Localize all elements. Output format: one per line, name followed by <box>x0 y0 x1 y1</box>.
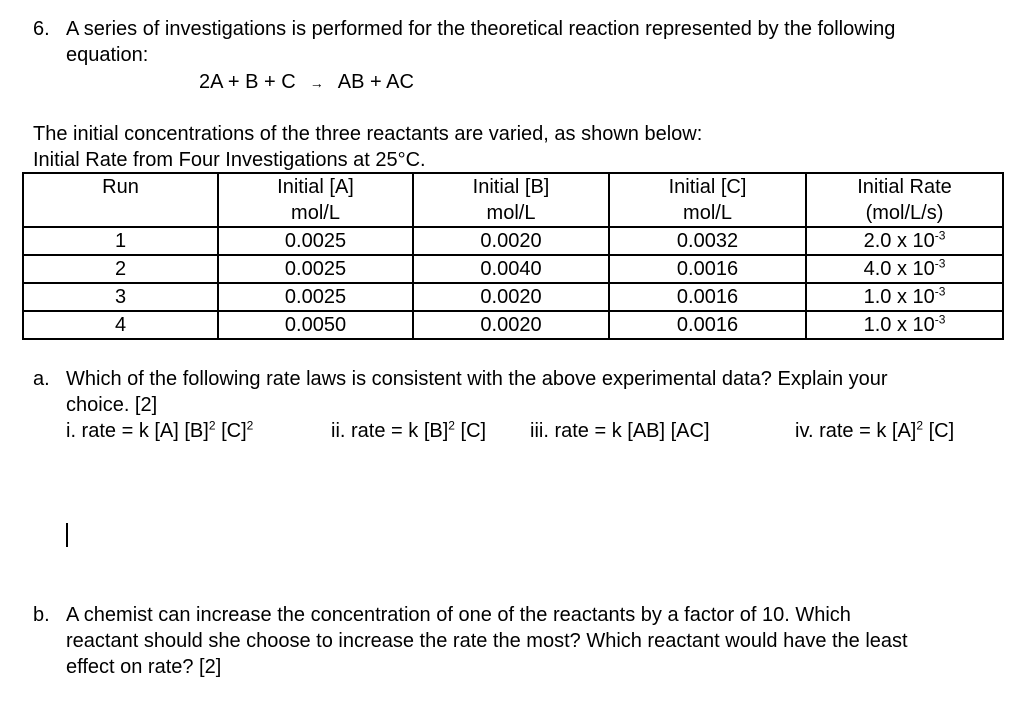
part-a-text-line1: Which of the following rate laws is consistent with the above experimental data? Explain your <box>66 368 888 390</box>
part-b-text-line2: reactant should she choose to increase the rate the most? Which reactant would have the least <box>66 630 908 652</box>
cell-run: 1 <box>23 227 218 255</box>
cell-b: 0.0020 <box>413 283 609 311</box>
table-header-row <box>23 173 1003 227</box>
header-run: Run <box>23 173 218 227</box>
cell-a: 0.0050 <box>218 311 413 339</box>
rate-law-option-i: i. rate = k [A] $[B]^2$ $[C]^2$ <box>66 418 254 442</box>
rate-law-option-ii: ii. rate = k $[B]^2$ [C] <box>331 418 487 442</box>
header-initial-c: Initial [C] mol/L <box>609 173 806 227</box>
reaction-arrow-icon: → <box>309 75 324 91</box>
cell-rate: 4.0 x $10^{-3}$ <box>806 255 1003 283</box>
question-number: 6. <box>33 18 50 40</box>
text-cursor[interactable] <box>66 523 68 547</box>
cell-c: 0.0016 <box>609 311 806 339</box>
cell-c: 0.0032 <box>609 227 806 255</box>
cell-a: 0.0025 <box>218 255 413 283</box>
rate-law-option-iv: iv. rate = k $[A]^2$ [C] <box>795 418 955 442</box>
cell-rate: 1.0 x $10^{-3}$ <box>806 283 1003 311</box>
part-a-text-line2: choice. [2] <box>66 394 158 416</box>
part-a-label: a. <box>33 368 50 390</box>
part-b-text-line1: A chemist can increase the concentration of one of the reactants by a factor of 10. Which <box>66 604 851 626</box>
rate-law-option-iii: iii. rate = k [AB] [AC] <box>530 420 710 442</box>
part-b-label: b. <box>33 604 50 626</box>
equation-products: AB + AC <box>337 71 414 93</box>
cell-run: 3 <box>23 283 218 311</box>
header-initial-a: Initial [A] mol/L <box>218 173 413 227</box>
cell-c: 0.0016 <box>609 283 806 311</box>
cell-b: 0.0040 <box>413 255 609 283</box>
cell-rate: 1.0 x $10^{-3}$ <box>806 311 1003 339</box>
cell-b: 0.0020 <box>413 311 609 339</box>
question-text-line1: A series of investigations is performed for the theoretical reaction represented by the following <box>66 18 896 40</box>
table-row <box>23 255 1003 283</box>
table-row <box>23 283 1003 311</box>
cell-b: 0.0020 <box>413 227 609 255</box>
header-initial-rate: Initial Rate (mol/L/s) <box>806 173 1003 227</box>
reaction-equation <box>199 69 414 96</box>
table-row <box>23 227 1003 255</box>
part-b-text-line3: effect on rate? [2] <box>66 656 222 678</box>
cell-run: 4 <box>23 311 218 339</box>
header-initial-b: Initial [B] mol/L <box>413 173 609 227</box>
table-caption: Initial Rate from Four Investigations at 25°C. <box>33 149 426 171</box>
table-row <box>23 311 1003 339</box>
cell-a: 0.0025 <box>218 227 413 255</box>
equation-reactants: 2A + B + C <box>199 71 296 93</box>
question-text-line2: equation: <box>66 44 149 66</box>
intro-text: The initial concentrations of the three reactants are varied, as shown below: <box>33 123 703 145</box>
cell-run: 2 <box>23 255 218 283</box>
cell-a: 0.0025 <box>218 283 413 311</box>
cell-c: 0.0016 <box>609 255 806 283</box>
cell-rate: 2.0 x $10^{-3}$ <box>806 227 1003 255</box>
rate-data-table <box>22 172 1004 340</box>
